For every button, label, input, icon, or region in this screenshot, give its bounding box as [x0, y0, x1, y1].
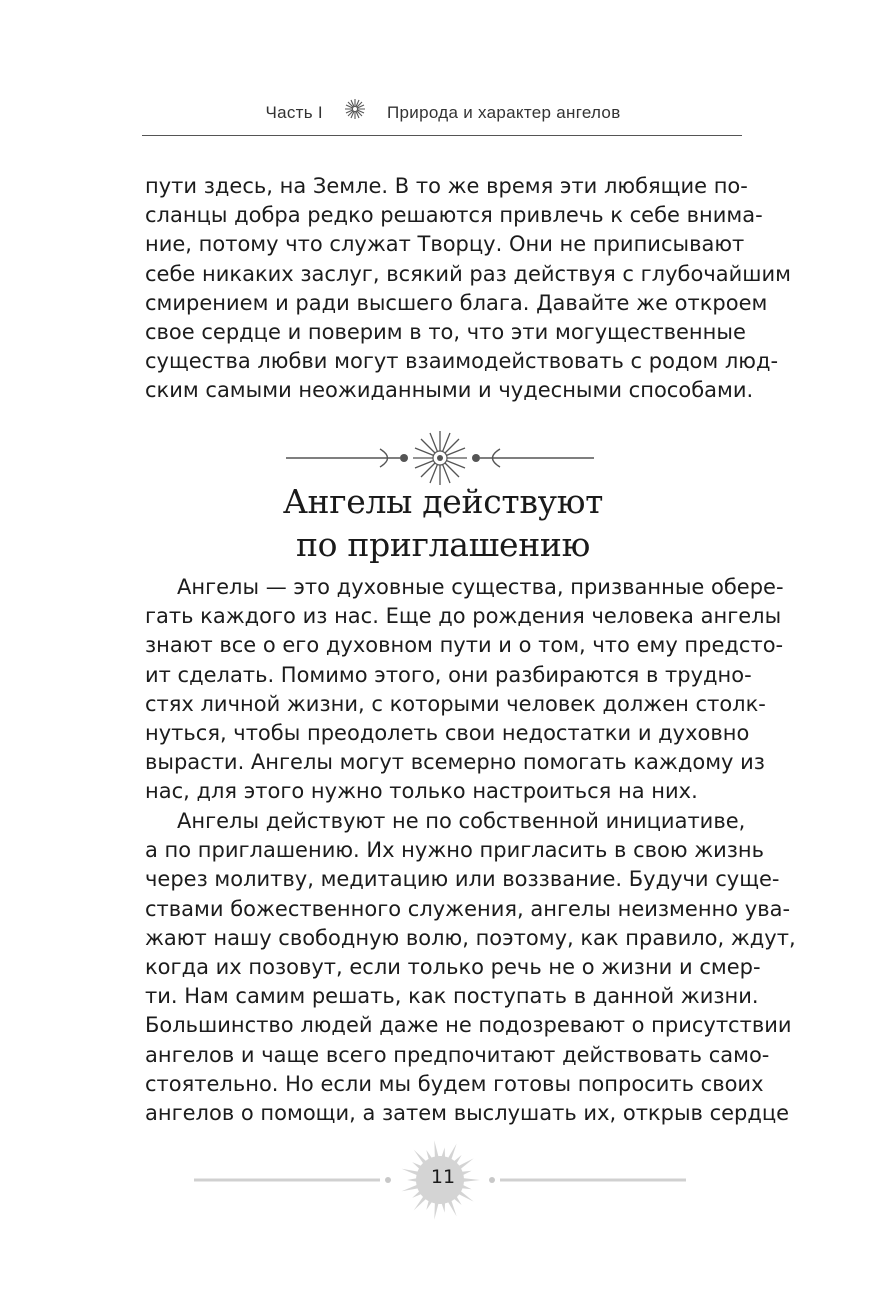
page-number: 11: [430, 1166, 456, 1188]
text-line: Большинство людей даже не подозревают о присутствии: [145, 1013, 792, 1038]
sparkle-icon: [344, 98, 366, 125]
running-head: [0, 102, 886, 130]
text-line: ние, потому что служат Творцу. Они не приписывают: [145, 232, 745, 257]
text-line: свое сердце и поверим в то, что эти могущественные: [145, 319, 746, 344]
text-line: стоятельно. Но если мы будем готовы попросить своих: [145, 1071, 764, 1096]
text-line: пути здесь, на Земле. В то же время эти любящие по-: [145, 174, 748, 198]
text-line: сланцы добра редко решаются привлечь к себе внима-: [145, 203, 763, 228]
text-line: себе никаких заслуг, всякий раз действуя с глубочайшим: [145, 261, 791, 286]
header-rule: [142, 135, 742, 136]
text-line: ангелов и чаще всего предпочитают действовать само-: [145, 1042, 770, 1067]
text-line: ангелов о помощи, а затем выслушать их, открыв сердце: [145, 1100, 790, 1125]
text-line: смирением и ради высшего блага. Давайте же откроем: [145, 290, 768, 315]
text-line: когда их позовут, если только речь не о жизни и смер-: [145, 954, 761, 979]
text-line: Ангелы — это духовные существа, призванные обере-: [177, 575, 784, 599]
text-line: нуться, чтобы преодолеть свои недостатки и духовно: [145, 720, 750, 745]
text-line: знают все о его духовном пути и о том, что ему предсто-: [145, 633, 784, 658]
section-title-line-1: Ангелы действуют: [282, 482, 604, 521]
text-line: ти. Нам самим решать, как поступать в данной жизни.: [145, 984, 759, 1009]
text-line: Ангелы действуют не по собственной инициативе,: [177, 809, 746, 833]
text-line: нас, для этого нужно только настроиться на них.: [145, 779, 698, 804]
text-line: ствами божественного служения, ангелы неизменно ува-: [145, 896, 791, 921]
text-line: стях личной жизни, с которыми человек должен столк-: [145, 691, 766, 716]
text-line: ским самыми неожиданными и чудесными способами.: [145, 378, 754, 403]
paragraph-3: [145, 807, 796, 1128]
text-line: через молитву, медитацию или воззвание. Будучи суще-: [145, 867, 780, 892]
text-line: а по приглашению. Их нужно пригласить в свою жизнь: [145, 838, 765, 863]
text-line: вырасти. Ангелы могут всемерно помогать каждому из: [145, 750, 765, 775]
section-title-line-2: по приглашению: [295, 525, 591, 564]
section-heading: [0, 480, 886, 566]
paragraph-2: [145, 573, 784, 807]
text-line: ит сделать. Помимо этого, они разбираются в трудно-: [145, 662, 752, 687]
paragraph-1: [145, 172, 791, 406]
text-line: гать каждого из нас. Еще до рождения человека ангелы: [145, 604, 782, 629]
text-line: существа любви могут взаимодействовать с родом люд-: [145, 349, 779, 374]
chapter-title: Природа и характер ангелов: [387, 102, 621, 122]
part-label: Часть I: [265, 102, 323, 122]
text-line: жают нашу свободную волю, поэтому, как правило, ждут,: [145, 925, 796, 950]
